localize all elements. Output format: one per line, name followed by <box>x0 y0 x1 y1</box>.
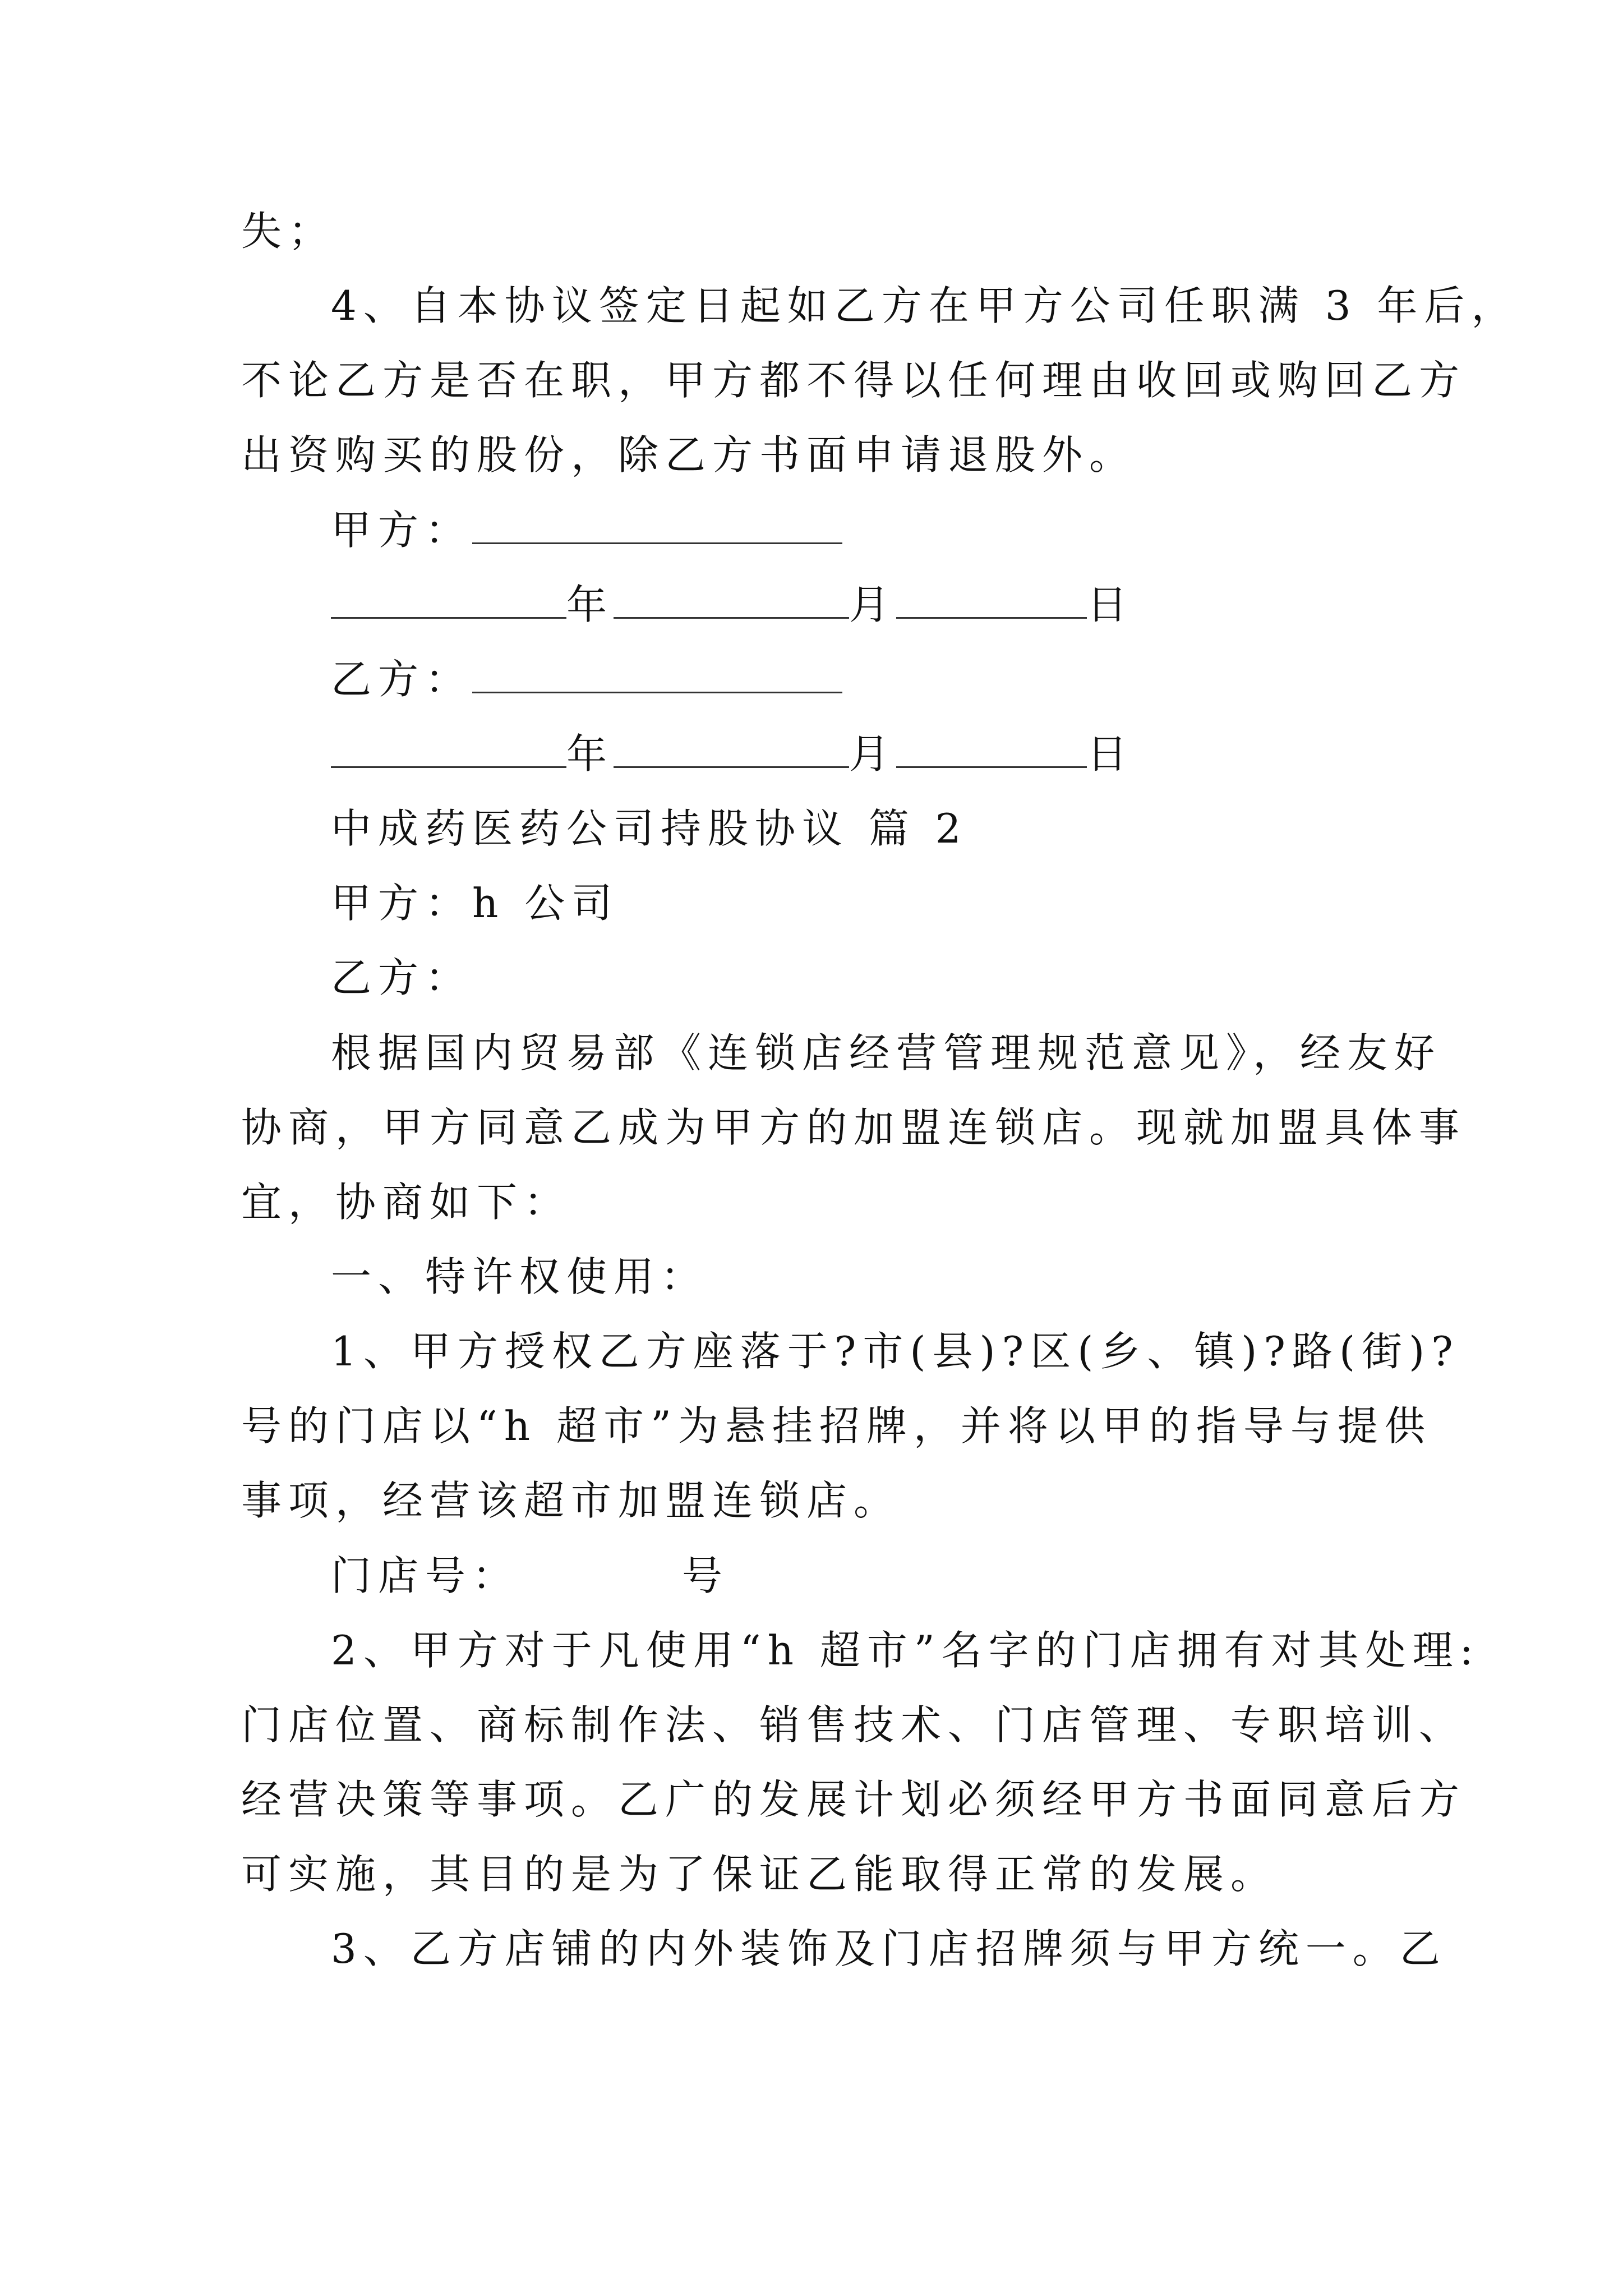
party-b-blank <box>472 659 842 693</box>
day-label: 日 <box>1087 581 1135 628</box>
clause-2-line-4: 可实施，其目的是为了保证乙能取得正常的发展。 <box>241 1851 1278 1898</box>
month-label: 月 <box>849 581 897 628</box>
clause-1-line-3: 事项，经营该超市加盟连锁店。 <box>241 1477 901 1524</box>
store-number-suffix: 号 <box>682 1552 730 1599</box>
party-a-signature-row <box>331 502 842 558</box>
paragraph-1-line-2: 协商，甲方同意乙成为甲方的加盟连锁店。现就加盟具体事 <box>241 1104 1467 1151</box>
clause-3-line-1: 3、乙方店铺的内外装饰及门店招牌须与甲方统一。乙 <box>331 1925 1447 1972</box>
day-blank <box>896 585 1087 619</box>
party-b-line: 乙方： <box>331 954 473 1001</box>
clause-2-line-2: 门店位置、商标制作法、销售技术、门店管理、专职培训、 <box>241 1701 1467 1749</box>
month-label: 月 <box>849 730 897 777</box>
date-row-b <box>331 726 1134 782</box>
day-blank <box>896 734 1087 768</box>
store-number-row <box>331 1548 729 1604</box>
store-number-label: 门店号： <box>331 1552 520 1599</box>
paragraph-1-line-1: 根据国内贸易部《连锁店经营管理规范意见》，经友好 <box>331 1029 1442 1076</box>
date-row-a <box>331 577 1134 633</box>
year-label: 年 <box>566 581 614 628</box>
month-blank <box>614 585 849 619</box>
day-label: 日 <box>1087 730 1135 777</box>
clause-2-line-1: 2、甲方对于凡使用“h 超市”名字的门店拥有对其处理: <box>331 1627 1480 1674</box>
year-blank <box>331 734 566 768</box>
clause-1-line-2: 号的门店以“h 超市”为悬挂招牌，并将以甲的指导与提供 <box>241 1402 1432 1450</box>
paragraph-1-line-3: 宜，协商如下： <box>241 1179 571 1226</box>
month-blank <box>614 734 849 768</box>
party-b-label: 乙方： <box>331 656 473 703</box>
clause-4-line-2: 不论乙方是否在职，甲方都不得以任何理由收回或购回乙方 <box>241 357 1467 404</box>
party-a-company: 甲方：h 公司 <box>331 880 619 927</box>
clause-4-line-1: 4、自本协议签定日起如乙方在甲方公司任职满 3 年后， <box>331 282 1519 329</box>
clause-2-line-3: 经营决策等事项。乙广的发展计划必须经甲方书面同意后方 <box>241 1776 1467 1823</box>
clause-1-line-1: 1、甲方授权乙方座落于?市(县)?区(乡、镇)?路(街)? <box>331 1328 1460 1375</box>
year-label: 年 <box>566 730 614 777</box>
party-b-signature-row <box>331 651 842 707</box>
text-line: 失； <box>241 208 336 255</box>
year-blank <box>331 585 566 619</box>
clause-4-line-3: 出资购买的股份，除乙方书面申请退股外。 <box>241 431 1137 478</box>
party-a-blank <box>472 510 842 544</box>
section-heading-1: 一、特许权使用： <box>331 1253 708 1300</box>
section-title: 中成药医药公司持股协议 篇 2 <box>331 805 968 852</box>
party-a-label: 甲方： <box>331 507 473 554</box>
